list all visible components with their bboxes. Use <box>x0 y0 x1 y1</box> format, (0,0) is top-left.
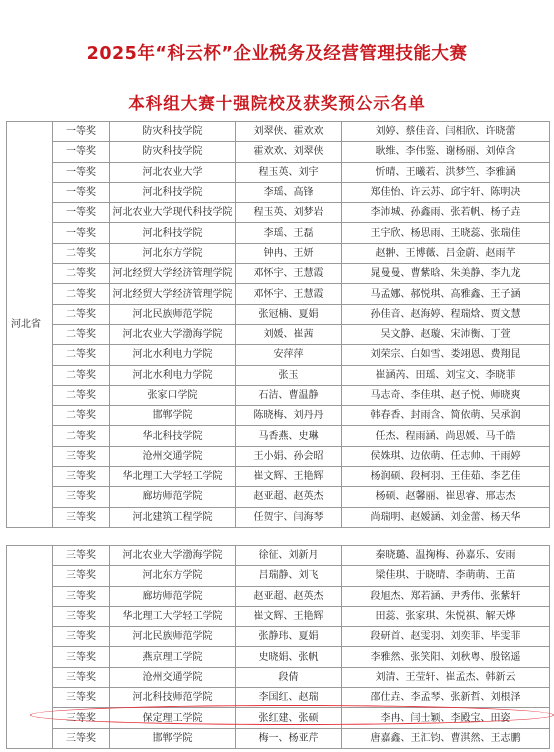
award-cell: 一等奖 <box>53 223 110 243</box>
table-row <box>7 627 550 647</box>
school-cell: 河北民族师范学院 <box>110 304 236 324</box>
table-row <box>7 647 550 667</box>
students-cell: 赵翀、王博薇、吕金蔚、赵雨芊 <box>342 243 550 263</box>
students-cell: 李雅然、张笑阳、刘秋粤、殷铭遥 <box>342 647 550 667</box>
table-row <box>7 688 550 708</box>
students-cell: 吴文静、赵璇、宋沛衡、丁萱 <box>342 324 550 344</box>
school-cell: 沧州交通学院 <box>110 446 236 466</box>
students-cell: 田蕊、张家琪、朱悦祺、解天烨 <box>342 606 550 626</box>
school-cell: 邯郸学院 <box>110 728 236 748</box>
award-cell: 二等奖 <box>53 365 110 385</box>
school-cell: 河北经贸大学经济管理学院 <box>110 264 236 284</box>
table-row <box>7 507 550 527</box>
teachers-cell: 李瑶、王磊 <box>236 223 342 243</box>
award-cell: 三等奖 <box>53 566 110 586</box>
table-row <box>7 467 550 487</box>
school-cell: 河北农业大学渤海学院 <box>110 324 236 344</box>
award-cell: 三等奖 <box>53 467 110 487</box>
students-cell: 尚瑞明、赵嫒涵、刘金蕾、杨天华 <box>342 507 550 527</box>
award-cell: 二等奖 <box>53 284 110 304</box>
award-cell: 三等奖 <box>53 487 110 507</box>
teachers-cell: 李瑶、高锋 <box>236 182 342 202</box>
students-cell: 晁曼曼、曹紫晗、朱美静、李九龙 <box>342 264 550 284</box>
students-cell: 耿维、李伟鉴、谢杨丽、刘倬含 <box>342 142 550 162</box>
table-row <box>7 385 550 405</box>
award-table-top <box>6 121 550 528</box>
school-cell: 华北理工大学轻工学院 <box>110 467 236 487</box>
teachers-cell: 吕瑞静、刘飞 <box>236 566 342 586</box>
students-cell: 忻晴、王曦若、洪梦竺、李雅涵 <box>342 162 550 182</box>
teachers-cell: 任贺宇、闫海琴 <box>236 507 342 527</box>
table-row <box>7 142 550 162</box>
teachers-cell: 赵亚超、赵英杰 <box>236 586 342 606</box>
teachers-cell: 钟冉、王妍 <box>236 243 342 263</box>
teachers-cell: 梅一、杨亚芹 <box>236 728 342 748</box>
list-subtitle: 本科组大赛十强院校及获奖预公示名单 <box>128 94 426 113</box>
table-row <box>7 446 550 466</box>
award-cell: 一等奖 <box>53 162 110 182</box>
teachers-cell: 安萍萍 <box>236 345 342 365</box>
table-row <box>7 566 550 586</box>
students-cell: 梁佳琪、于晓晴、李萌萌、王苗 <box>342 566 550 586</box>
award-cell: 三等奖 <box>53 606 110 626</box>
teachers-cell: 邓怀宇、王慧霞 <box>236 264 342 284</box>
students-cell: 李冉、闫士颖、李殿宝、田姿 <box>342 708 550 728</box>
award-cell: 三等奖 <box>53 647 110 667</box>
award-cell: 二等奖 <box>53 345 110 365</box>
students-cell: 秦晓璐、温掬梅、孙嘉乐、安雨 <box>342 546 550 566</box>
award-cell: 二等奖 <box>53 426 110 446</box>
table-row <box>7 586 550 606</box>
award-cell: 三等奖 <box>53 708 110 728</box>
school-cell: 河北东方学院 <box>110 566 236 586</box>
school-cell: 河北科技学院 <box>110 223 236 243</box>
award-cell: 三等奖 <box>53 688 110 708</box>
students-cell: 郑佳怡、许云苏、邱宇轩、陈明决 <box>342 182 550 202</box>
school-cell: 华北理工大学轻工学院 <box>110 606 236 626</box>
teachers-cell: 霍欢欢、刘翠侠 <box>236 142 342 162</box>
table-row <box>7 426 550 446</box>
school-cell: 沧州交通学院 <box>110 667 236 687</box>
teachers-cell: 程玉英、刘宇 <box>236 162 342 182</box>
school-cell: 河北建筑工程学院 <box>110 507 236 527</box>
award-cell: 三等奖 <box>53 586 110 606</box>
students-cell: 侯姝琪、边依萌、任志帅、干雨婷 <box>342 446 550 466</box>
teachers-cell: 刘媛、崔茜 <box>236 324 342 344</box>
school-cell: 河北农业大学现代科技学院 <box>110 203 236 223</box>
school-cell: 河北农业大学 <box>110 162 236 182</box>
teachers-cell: 李国红、赵瑞 <box>236 688 342 708</box>
school-cell: 廊坊师范学院 <box>110 487 236 507</box>
award-cell: 三等奖 <box>53 507 110 527</box>
school-cell: 河北农业大学渤海学院 <box>110 546 236 566</box>
award-cell: 二等奖 <box>53 406 110 426</box>
school-cell: 河北科技学院 <box>110 182 236 202</box>
table-row <box>7 324 550 344</box>
award-cell: 三等奖 <box>53 728 110 748</box>
teachers-cell: 石洁、曹温静 <box>236 385 342 405</box>
table-row <box>7 365 550 385</box>
table-row <box>7 182 550 202</box>
school-cell: 河北东方学院 <box>110 243 236 263</box>
school-cell: 廊坊师范学院 <box>110 586 236 606</box>
school-cell: 防灾科技学院 <box>110 122 236 142</box>
school-cell: 邯郸学院 <box>110 406 236 426</box>
table-row <box>7 284 550 304</box>
students-cell: 马孟娜、郝悦琪、高雅鑫、王子涵 <box>342 284 550 304</box>
province-cell <box>7 546 53 749</box>
students-cell: 刘婷、蔡佳音、闫相欣、许晓蕾 <box>342 122 550 142</box>
students-cell: 段旭杰、郑若涵、尹秀伟、张紫轩 <box>342 586 550 606</box>
award-cell: 二等奖 <box>53 324 110 344</box>
students-cell: 段研首、赵雯羽、刘奕菲、毕雯菲 <box>342 627 550 647</box>
teachers-cell: 陈晓梅、刘丹丹 <box>236 406 342 426</box>
table-row <box>7 667 550 687</box>
teachers-cell: 张红建、张硕 <box>236 708 342 728</box>
students-cell: 孙佳音、赵海婷、程瑞焓、贾文慧 <box>342 304 550 324</box>
teachers-cell: 邓怀宇、王慧霞 <box>236 284 342 304</box>
province-cell: 河北省 <box>7 122 53 528</box>
school-cell: 河北民族师范学院 <box>110 627 236 647</box>
award-cell: 一等奖 <box>53 122 110 142</box>
students-cell: 刘荣宗、白如雪、娄翊恩、费翔昆 <box>342 345 550 365</box>
teachers-cell: 程玉英、刘梦岩 <box>236 203 342 223</box>
award-cell: 三等奖 <box>53 667 110 687</box>
award-table-bottom <box>6 545 550 749</box>
table-row <box>7 345 550 365</box>
teachers-cell: 崔文辉、王艳辉 <box>236 467 342 487</box>
school-cell: 河北水利电力学院 <box>110 365 236 385</box>
award-cell: 三等奖 <box>53 627 110 647</box>
teachers-cell: 徐征、刘新月 <box>236 546 342 566</box>
award-cell: 二等奖 <box>53 243 110 263</box>
table-row <box>7 406 550 426</box>
students-cell: 任杰、程雨涵、尚思媛、马千皓 <box>342 426 550 446</box>
teachers-cell: 刘翠侠、霍欢欢 <box>236 122 342 142</box>
students-cell: 唐嘉鑫、王汇钧、曹淇然、王志鹏 <box>342 728 550 748</box>
table-row <box>7 243 550 263</box>
award-cell: 三等奖 <box>53 546 110 566</box>
students-cell: 李沛城、孙鑫雨、张若帆、杨子垚 <box>342 203 550 223</box>
award-cell: 一等奖 <box>53 182 110 202</box>
table-row <box>7 203 550 223</box>
school-cell: 保定理工学院 <box>110 708 236 728</box>
award-cell: 二等奖 <box>53 264 110 284</box>
school-cell: 河北水利电力学院 <box>110 345 236 365</box>
school-cell: 燕京理工学院 <box>110 647 236 667</box>
students-cell: 王宇欣、杨思雨、王晓蕊、张瑞佳 <box>342 223 550 243</box>
table-row <box>7 546 550 566</box>
teachers-cell: 崔文辉、王艳辉 <box>236 606 342 626</box>
table-row <box>7 162 550 182</box>
table-row <box>7 708 550 728</box>
students-cell: 杨硕、赵馨丽、崔思睿、邢志杰 <box>342 487 550 507</box>
award-cell: 一等奖 <box>53 203 110 223</box>
teachers-cell: 张玉 <box>236 365 342 385</box>
teachers-cell: 张冠楠、夏娟 <box>236 304 342 324</box>
award-cell: 三等奖 <box>53 446 110 466</box>
teachers-cell: 段倩 <box>236 667 342 687</box>
table-row <box>7 264 550 284</box>
students-cell: 马志奇、李佳琪、赵子悦、师晓爽 <box>342 385 550 405</box>
school-cell: 河北经贸大学经济管理学院 <box>110 284 236 304</box>
teachers-cell: 史晓娟、张帆 <box>236 647 342 667</box>
table-row <box>7 606 550 626</box>
table-row <box>7 122 550 142</box>
students-cell: 杨润硕、段柯羽、王佳茹、李艺佳 <box>342 467 550 487</box>
teachers-cell: 赵亚超、赵英杰 <box>236 487 342 507</box>
table-row <box>7 728 550 748</box>
school-cell: 河北科技师范学院 <box>110 688 236 708</box>
table-row <box>7 487 550 507</box>
school-cell: 张家口学院 <box>110 385 236 405</box>
table-row <box>7 223 550 243</box>
students-cell: 邵仕垚、李孟琴、张新哲、刘根泽 <box>342 688 550 708</box>
teachers-cell: 张静玮、夏娟 <box>236 627 342 647</box>
teachers-cell: 马香燕、史琳 <box>236 426 342 446</box>
award-cell: 一等奖 <box>53 142 110 162</box>
students-cell: 刘清、王莹轩、崔孟杰、韩新云 <box>342 667 550 687</box>
table-row <box>7 304 550 324</box>
teachers-cell: 王小娟、孙会昭 <box>236 446 342 466</box>
students-cell: 韩春香、封雨含、简依萌、吴承润 <box>342 406 550 426</box>
award-cell: 二等奖 <box>53 385 110 405</box>
award-cell: 二等奖 <box>53 304 110 324</box>
school-cell: 华北科技学院 <box>110 426 236 446</box>
page-break-gap <box>0 538 554 545</box>
contest-title: 2025年“科云杯”企业税务及经营管理技能大赛 <box>86 44 468 64</box>
school-cell: 防灾科技学院 <box>110 142 236 162</box>
students-cell: 崔涵芮、田瑶、刘宝文、李晓菲 <box>342 365 550 385</box>
